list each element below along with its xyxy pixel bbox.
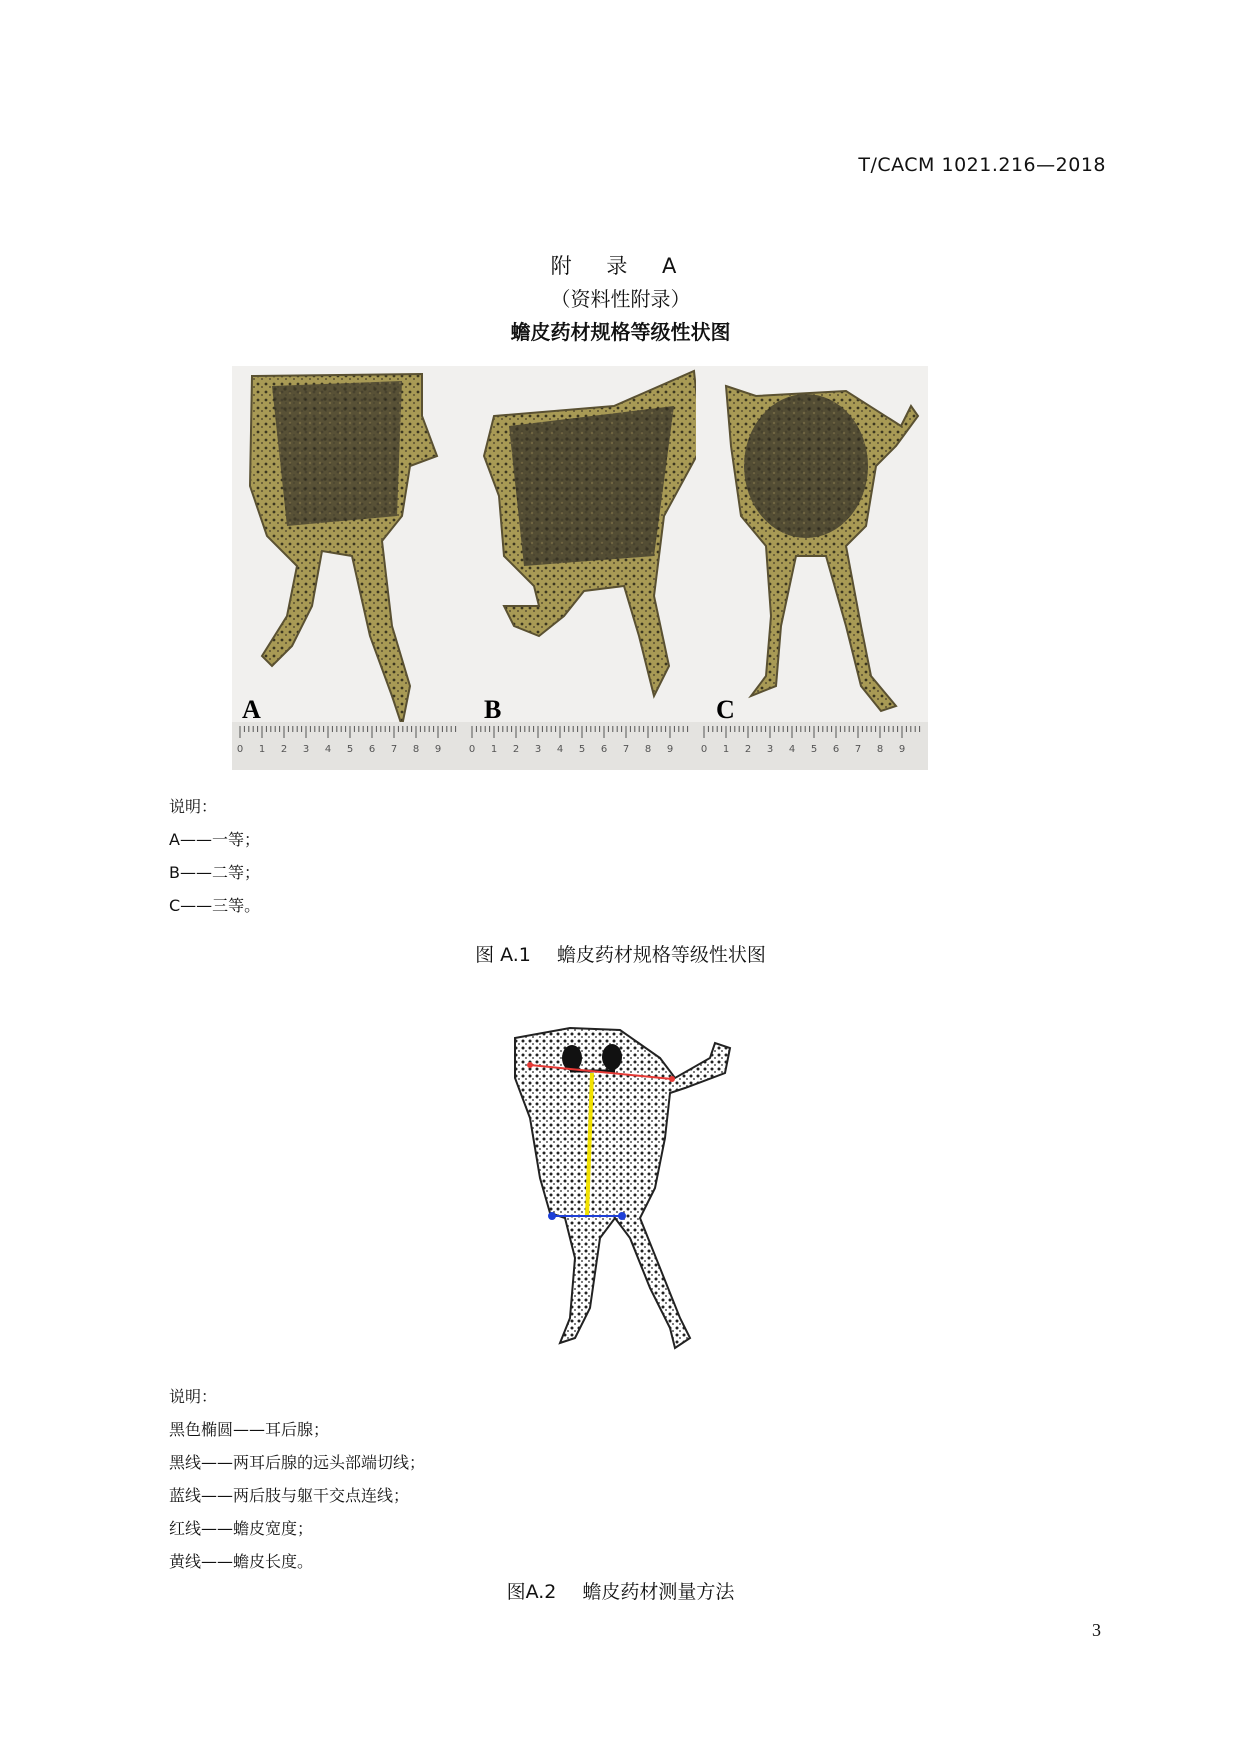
ruler-number: 9 <box>434 744 442 755</box>
note-item: 黄线——蟾皮长度。 <box>169 1552 314 1571</box>
note-item: 红线——蟾皮宽度； <box>169 1519 314 1538</box>
parotoid-right <box>602 1044 622 1070</box>
note-item: C——三等。 <box>169 896 261 915</box>
figure2-notes <box>169 1380 425 1578</box>
page-number: 3 <box>1092 1620 1101 1640</box>
ruler-number: 5 <box>578 744 586 755</box>
appendix-subtitle: （资料性附录） <box>550 287 691 311</box>
ruler-number: 8 <box>412 744 420 755</box>
ruler-number: 0 <box>468 744 476 755</box>
ruler-number: 1 <box>722 744 730 755</box>
ruler-number: 4 <box>788 744 796 755</box>
ruler-number: 1 <box>490 744 498 755</box>
ruler-number: 4 <box>324 744 332 755</box>
ruler-number: 2 <box>744 744 752 755</box>
note-item: B——二等； <box>169 863 260 882</box>
ruler-number: 5 <box>346 744 354 755</box>
notes-title: 说明： <box>169 1387 218 1406</box>
notes-title: 说明： <box>169 797 218 816</box>
caption-label: 图 A.1 <box>475 944 531 966</box>
ruler-number: 0 <box>236 744 244 755</box>
ruler-number: 8 <box>644 744 652 755</box>
ruler-number: 8 <box>876 744 884 755</box>
ruler-number: 2 <box>512 744 520 755</box>
caption-label: 图A.2 <box>506 1581 557 1603</box>
ruler-number: 3 <box>766 744 774 755</box>
caption-text: 蟾皮药材测量方法 <box>582 1581 735 1603</box>
photo-label-a: A <box>242 695 261 724</box>
photo-grade-c <box>696 366 928 770</box>
ruler-number: 6 <box>832 744 840 755</box>
photo-grade-b <box>464 366 696 770</box>
photo-label-c: C <box>716 695 735 724</box>
ruler-number: 6 <box>368 744 376 755</box>
ruler-number: 7 <box>622 744 630 755</box>
note-item: A——一等； <box>169 830 260 849</box>
photo-label-b: B <box>484 695 502 724</box>
appendix-title: 附 录 A <box>550 254 691 278</box>
standard-code: T/CACM 1021.216—2018 <box>858 154 1106 176</box>
ruler-number: 7 <box>390 744 398 755</box>
ruler-number: 4 <box>556 744 564 755</box>
ruler-number: 5 <box>810 744 818 755</box>
ruler-number: 3 <box>302 744 310 755</box>
note-item: 黑色椭圆——耳后腺； <box>169 1420 330 1439</box>
ruler-number: 9 <box>898 744 906 755</box>
ruler-number: 9 <box>666 744 674 755</box>
figure2-caption <box>0 1577 1241 1604</box>
ruler-number: 1 <box>258 744 266 755</box>
ruler-number: 6 <box>600 744 608 755</box>
appendix-name: 蟾皮药材规格等级性状图 <box>510 320 731 344</box>
figure1-caption <box>0 940 1241 967</box>
parotoid-left <box>562 1045 582 1071</box>
note-item: 蓝线——两后肢与躯干交点连线； <box>169 1486 410 1505</box>
figure1-notes <box>169 790 260 922</box>
photo-grade-a <box>232 366 464 770</box>
measurement-diagram <box>500 1018 740 1378</box>
caption-text: 蟾皮药材规格等级性状图 <box>556 944 766 966</box>
ruler-number: 0 <box>700 744 708 755</box>
ruler-number: 2 <box>280 744 288 755</box>
ruler-number: 7 <box>854 744 862 755</box>
ruler-number: 3 <box>534 744 542 755</box>
note-item: 黑线——两耳后腺的远头部端切线； <box>169 1453 426 1472</box>
